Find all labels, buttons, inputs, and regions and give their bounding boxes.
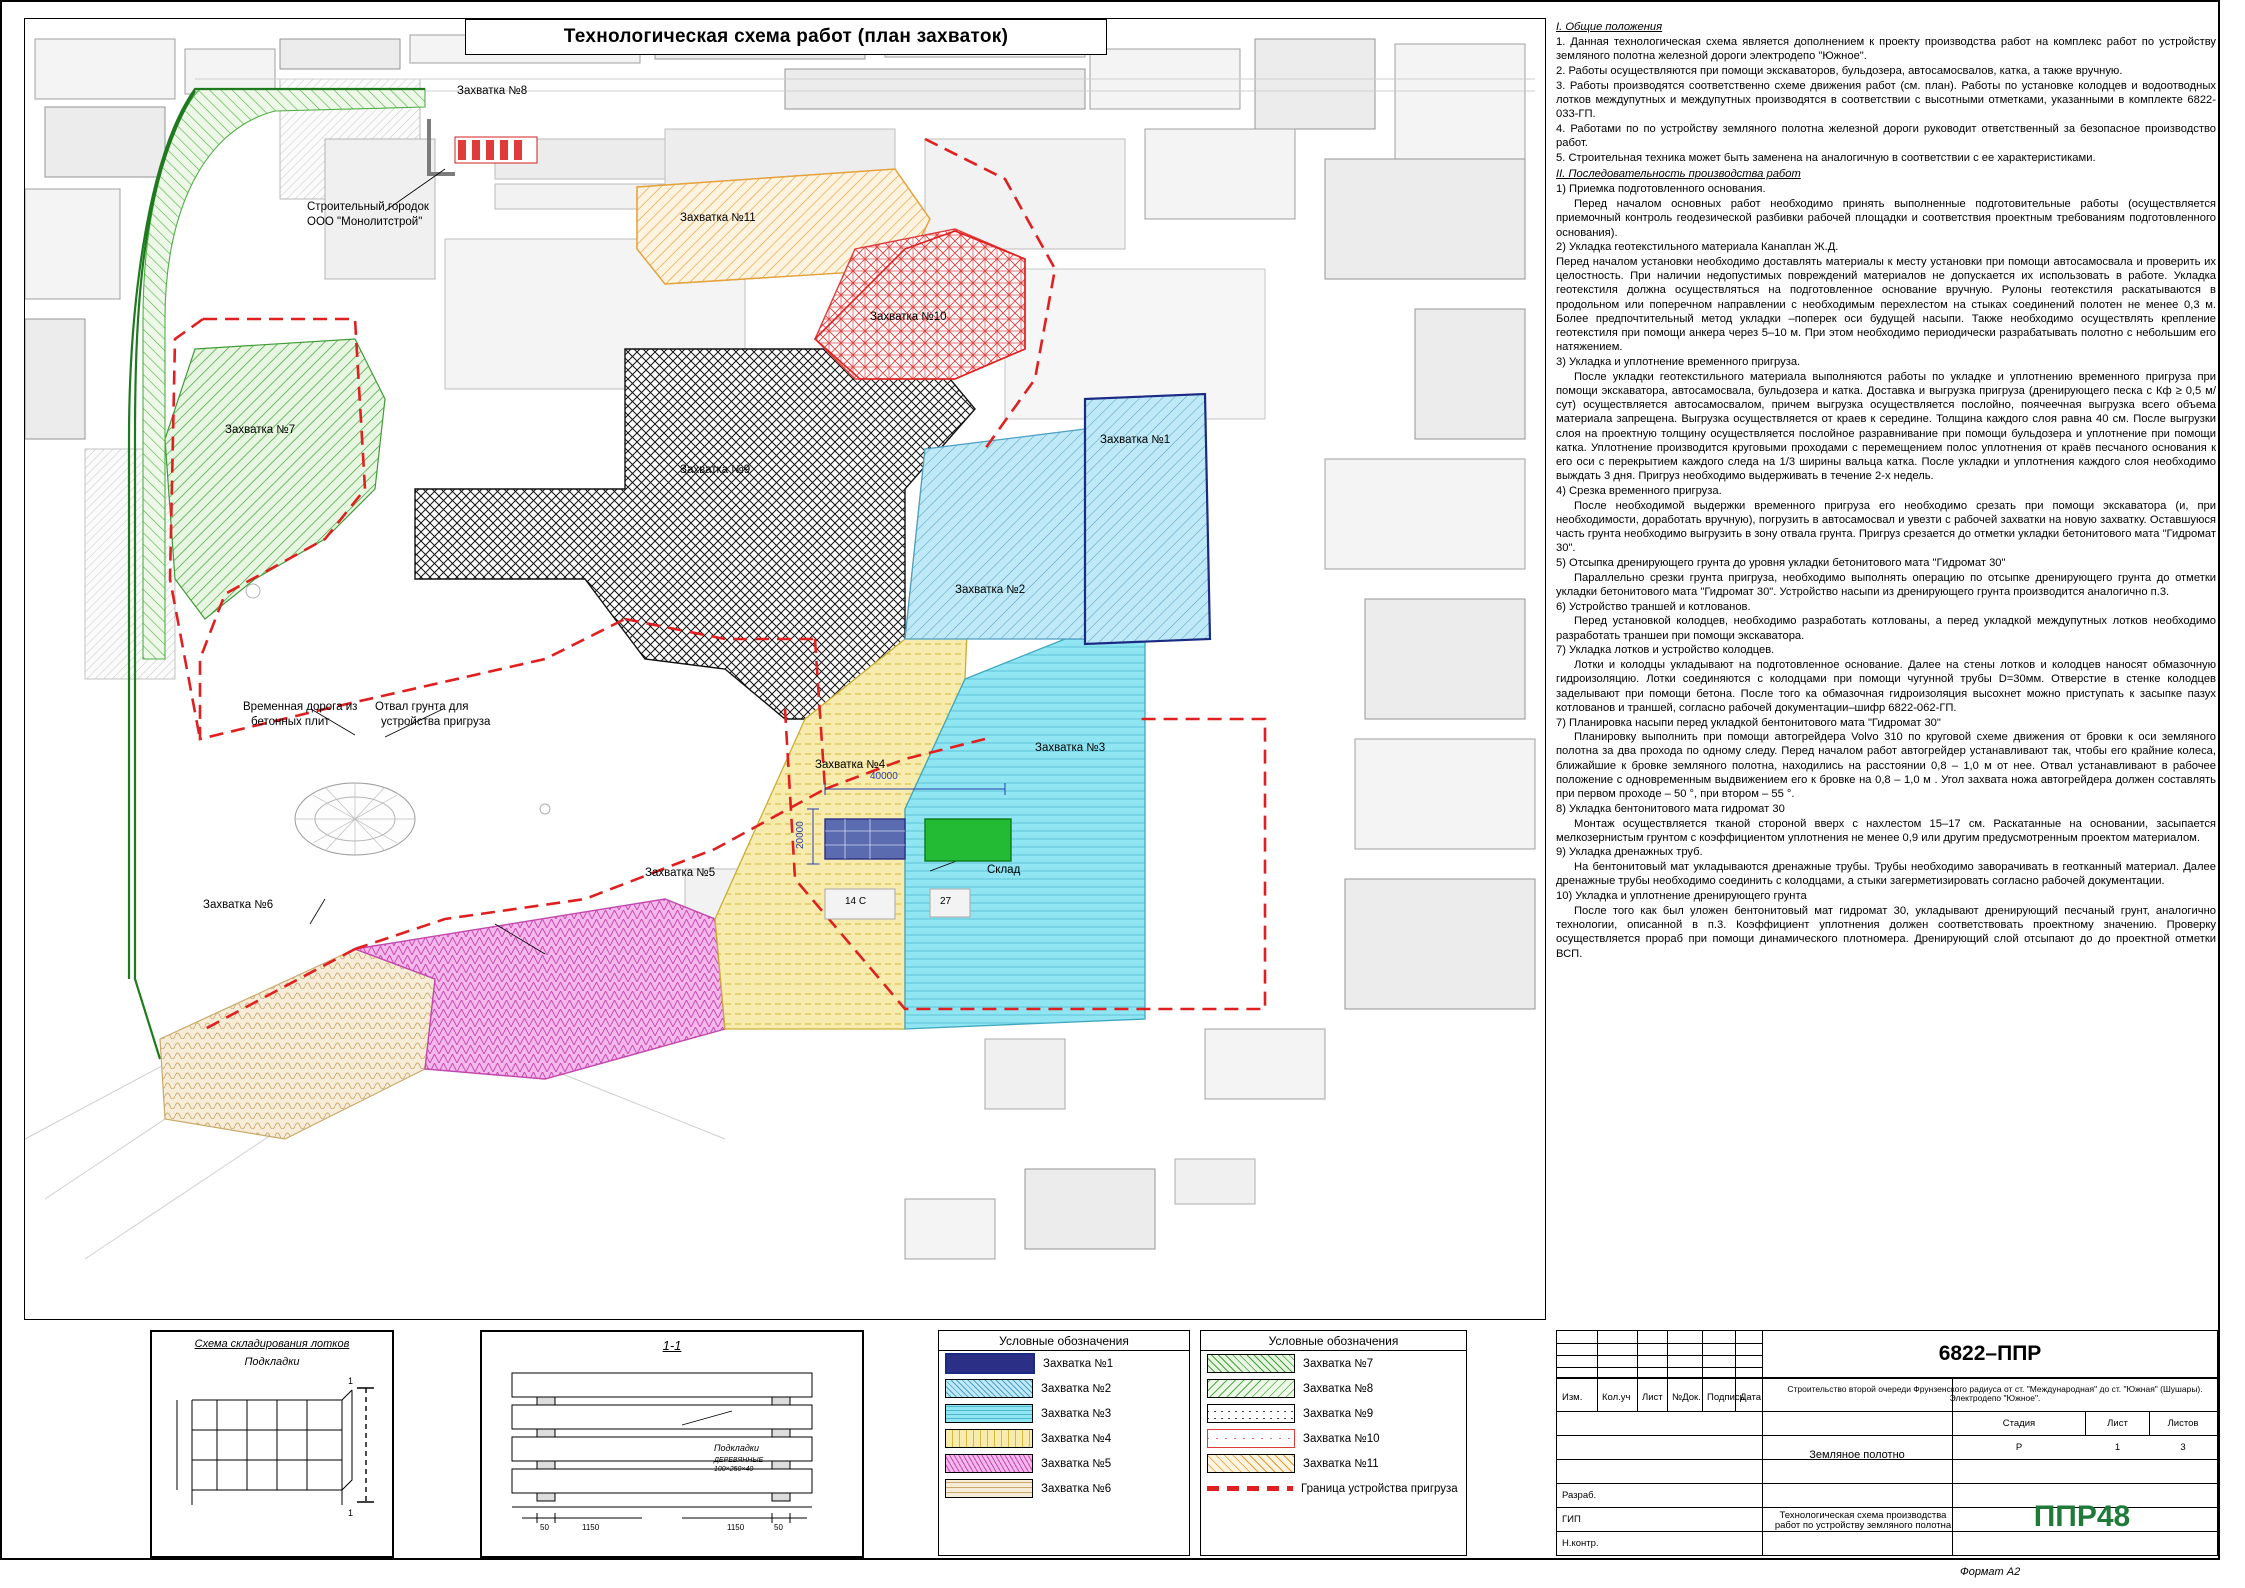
stamp-sheet-title: Технологическая схема производства работ по устройству земляного полотна <box>1774 1509 1952 1531</box>
legend-right <box>1200 1330 1467 1556</box>
legend-row <box>939 1451 1189 1476</box>
site-plan-graphics <box>25 19 1545 1319</box>
zone-label-3: Захватка №3 <box>1035 742 1106 754</box>
note-block-text: Перед установкой колодцев, необходимо разработать котлованы, а перед укладкой междупутных лотков необходимо разработать траншеи при помощи экскаватора. <box>1556 615 2216 642</box>
zone-label-9: Захватка №9 <box>680 464 751 476</box>
legend-row <box>939 1476 1189 1501</box>
legend-swatch-9 <box>1207 1404 1295 1423</box>
legend-swatch-6 <box>945 1479 1033 1498</box>
zone-label-4: Захватка №4 <box>815 759 886 771</box>
detail-tray-storage <box>150 1330 394 1558</box>
note-block-text: После необходимой выдержки временного пригруза его необходимо срезать при помощи экскаватора (и, при необходимости, доработать вручную), погрузить в автосамосвал и увезти с рабочей захватки на новую захватку. Оставшуюся часть грунта необходимо выгрузить в зону отвала грунта. Пригруз срезается до отметки укладки бетонитового мата "Гидромат 30". <box>1556 499 2216 555</box>
legend-label: Захватка №1 <box>1043 1357 1114 1370</box>
dim-width-label: 40000 <box>870 771 898 782</box>
note-block-head: 1) Приемка подготовленного основания. <box>1556 183 1766 196</box>
detail-section-1-1 <box>480 1330 864 1558</box>
legend-label: Граница устройства пригруза <box>1301 1482 1458 1495</box>
note-block-text: После укладки геотекстильного материала выполняются работы по укладке и уплотнению временного пригруза при помощи экскаватора, автосамосвала, бульдозера и катка. Доставка и выгрузка пригруза (дренирующего песка с Кф ≥ 0,5 м/сут) осуществляется автосамосвалом, причем выгрузка осуществляется послойно, поячеечная выгрузка всего объема материала запрещена. Выгрузка осуществляется от краев к середине. Толщина каждого слоя равна 40 см. После выгрузки слоя на проектную толщину осуществляется послойное разравнивание при помощи бульдозера и уплотнение при помощи катка. Уплотнение производится круговыми проходами с перемещением полос уплотнения от краёв песчаного основания к его оси с перекрытием каждого следа на 1/3 ширины вальца катка. После укладки и уплотнения каждого слоя необходимо выждать 3 дня. Пригруз необходимо выдерживать в течение 2-х недель. <box>1556 370 2216 483</box>
legend-swatch-boundary <box>1207 1486 1293 1491</box>
note-block-head: 2) Укладка геотекстильного материала Канаплан Ж.Д. <box>1556 241 1839 254</box>
note-item: 1. Данная технологическая схема является дополнением к проекту производства работ на комплекс работ по устройству земляного полотна железной дороги электродепо "Южное". <box>1556 36 2216 63</box>
detail-left-label-top: Подкладки <box>244 1356 300 1368</box>
svg-text:1150: 1150 <box>727 1523 745 1532</box>
note-block-head: 9) Укладка дренажных труб. <box>1556 846 1703 859</box>
warehouse-label: Склад <box>987 864 1021 876</box>
stamp-col-koluch: Кол.уч <box>1602 1391 1631 1403</box>
legend-row <box>939 1426 1189 1451</box>
stamp-col-data: Дата <box>1740 1391 1762 1403</box>
note-item: 2. Работы осуществляются при помощи экскаваторов, бульдозера, автосамосвалов, катка, а также вручную. <box>1556 65 2123 78</box>
legend-label: Захватка №4 <box>1041 1432 1112 1445</box>
stamp-code: 6822–ППР <box>1938 1342 2042 1366</box>
legend-label: Захватка №10 <box>1303 1432 1380 1445</box>
legend-swatch-7 <box>1207 1354 1295 1373</box>
zone-label-1: Захватка №1 <box>1100 434 1171 446</box>
note-block-text: На бентонитовый мат укладываются дренажные трубы. Трубы необходимо заворачивать в геотканный материал. Далее дренажные трубы необходимо соединить с колодцами, а стыки загерметизировать согласно рабочей документации. <box>1556 861 2216 888</box>
zone-label-2: Захватка №2 <box>955 584 1026 596</box>
note-block-text: После того как был уложен бентонитовый мат гидромат 30, укладывают дренирующий песчаный грунт, аналогично технологии, описанной в п.3. Коэффициент уплотнения должен соответствовать проектному значению. Проверку осуществляется прораб при помощи динамического плотномера. Дренирующий слой отсыпают до до проектной отметки ВСП. <box>1556 904 2216 960</box>
note-block-text: Планировку выполнить при помощи автогрейдера Volvo 310 по круговой схеме движения от бровки к оси земляного полотна за два прохода по одному следу. Перед началом работ автогрейдер устанавливают так, чтобы его крайние колеса, ближайшие к бровке земляного полотна, находились на расстоянии 0,8 – 1,0 м от нее. Отвал устанавливают в рабочее положение с одновременным выдвижением его к бровке на 0,8 – 1,0 м . Угол захвата ножа автогрейдера должен составлять при первом проходе – 50 °, при втором – 55 °. <box>1556 731 2216 801</box>
legend-label: Захватка №3 <box>1041 1407 1112 1420</box>
stamp-col-list: Лист <box>1642 1391 1663 1403</box>
note-item: 4. Работами по по устройству земляного полотна железной дороги руководит ответственный за безопасное производство работ. <box>1556 123 2216 150</box>
note-block-text: Параллельно срезки грунта пригруза, необходимо выполнять операцию по отсыпке дренирующего грунта до отметки укладки бетонитового мата "Гидромат 30". Устройство насыпи из дренирующего грунта производится аналогично п.3. <box>1556 571 2216 599</box>
note-block-text: Перед началом основных работ необходимо принять выполненные подготовительные работы (осуществляется приемочный контроль геодезической разбивки рабочей площадки и соответствия проектным требованиям подготовленного основания). <box>1556 198 2216 239</box>
stamp-col-izm: Изм. <box>1562 1391 1583 1403</box>
legend-swatch-10 <box>1207 1429 1295 1448</box>
legend-row <box>939 1351 1189 1376</box>
note-block-head: 3) Укладка и уплотнение временного пригруза. <box>1556 356 1801 369</box>
title-block <box>1556 1330 2218 1556</box>
stamp-col-podpis: Подпись <box>1707 1391 1745 1403</box>
legend-left <box>938 1330 1190 1556</box>
legend-swatch-1 <box>945 1353 1035 1374</box>
stamp-sheets-head: Листов <box>2167 1417 2199 1429</box>
legend-row <box>939 1376 1189 1401</box>
stamp-list-value: 1 <box>2114 1441 2121 1453</box>
plan-drawing <box>24 18 1546 1320</box>
legend-row <box>939 1401 1189 1426</box>
legend-label: Захватка №9 <box>1303 1407 1374 1420</box>
warehouse-green <box>925 819 1011 861</box>
svg-text:ДЕРЕВЯННЫЕ: ДЕРЕВЯННЫЕ <box>714 1457 764 1464</box>
zone-label-7: Захватка №7 <box>225 424 296 436</box>
note-block-head: 7) Укладка лотков и устройство колодцев. <box>1556 644 1775 657</box>
stamp-company-logo: ППР48 <box>2033 1499 2131 1533</box>
legend-right-title: Условные обозначения <box>1201 1331 1466 1351</box>
stamp-role-nkontr: Н.контр. <box>1562 1537 1599 1549</box>
soil-dump <box>295 783 415 855</box>
notes-column <box>1556 18 2216 1318</box>
dim-height-label: 20000 <box>795 821 806 849</box>
construction-town-label: Строительный городок <box>307 201 429 213</box>
temp-road-label2: бетонных плит <box>251 716 330 728</box>
stamp-role-razrab: Разраб. <box>1562 1489 1597 1501</box>
note-block-head: 7) Планировка насыпи перед укладкой бентонитового мата "Гидромат 30" <box>1556 716 1941 729</box>
note-item: 3. Работы производятся соответственно схеме движения работ (см. план). Работы по установке колодцев и водоотводных лотков междупутных и междупутных производятся в соответствии с высотными отметками, указанными в комплекте 6822-033-ГП. <box>1556 79 2216 121</box>
stamp-stage-head: Стадия <box>2002 1417 2036 1429</box>
stamp-part: Земляное полотно <box>1809 1448 1905 1461</box>
legend-swatch-3 <box>945 1404 1033 1423</box>
object-27-label: 27 <box>940 896 952 907</box>
zone-label-6: Захватка №6 <box>203 899 274 911</box>
object-14s-label: 14 С <box>845 896 867 907</box>
detail-left-title: Схема складирования лотков <box>194 1338 350 1350</box>
legend-row <box>1201 1451 1466 1476</box>
note-block-text: Перед началом установки необходимо доставлять материалы к месту установки при помощи автосамосвала и проверить их целостность. При наличии недопустимых повреждений материалов не допускается их использовать в работе. Укладка геотекстиля должна осуществляться на подготовленное основание вручную. Рулоны геотекстиля раскатываются в продольном или поперечном направлении с необходимым перехлестом на стыках соединений полотен не менее 0,3 м. Более предпочтительный метод укладки –поперек оси будущей насыпи. Также необходимо осуществлять крепление геотекстиля при помощи анкера через 5–10 м. При этом необходимо периодически разрабатывать полотно с небольшим его натяжением. <box>1556 256 2216 354</box>
stamp-role-gip: ГИП <box>1562 1513 1581 1525</box>
temp-road-label: Временная дорога из <box>243 701 358 713</box>
warehouse-blue <box>825 819 905 859</box>
stamp-list-head: Лист <box>2107 1417 2128 1429</box>
legend-label: Захватка №8 <box>1303 1382 1374 1395</box>
svg-text:Подкладки: Подкладки <box>714 1443 760 1453</box>
legend-label: Захватка №11 <box>1303 1457 1379 1470</box>
note-block-head: 6) Устройство траншей и котлованов. <box>1556 600 1751 613</box>
svg-text:50: 50 <box>774 1523 783 1532</box>
svg-text:1: 1 <box>348 1508 354 1518</box>
legend-label: Захватка №7 <box>1303 1357 1374 1370</box>
svg-text:100×250×40: 100×250×40 <box>714 1466 754 1473</box>
note-block-text: Лотки и колодцы укладывают на подготовленное основание. Далее на стены лотков и колодцев наносят обмазочную гидроизоляцию. Лотки соединяются с колодцами при помощи чугунной трубы D=30мм. Отверстие в стенке колодцев заделывают при помощи бетона. После того ка обмазочная гидроизоляция высохнет можно приступать к засыпке пазух котлованов и траншей, согласно рабочей документации–шифр 6822-062-ГП. <box>1556 659 2216 714</box>
svg-text:1150: 1150 <box>582 1523 600 1532</box>
legend-row <box>1201 1476 1466 1501</box>
page-title-text: Технологическая схема работ (план захваток) <box>563 26 1009 47</box>
page-title <box>465 19 1107 55</box>
sheet-format: Формат А2 <box>1960 1566 2021 1578</box>
zone-label-11: Захватка №11 <box>680 212 756 224</box>
legend-label: Захватка №2 <box>1041 1382 1112 1395</box>
zone-label-10: Захватка №10 <box>870 311 947 323</box>
legend-label: Захватка №5 <box>1041 1457 1112 1470</box>
note-item: 5. Строительная техника может быть заменена на аналогичную в соответствии с ее характеристиками. <box>1556 151 2096 164</box>
notes-section-1-title: I. Общие положения <box>1556 21 1663 33</box>
zone-label-8: Захватка №8 <box>457 85 528 97</box>
legend-swatch-8 <box>1207 1379 1295 1398</box>
legend-swatch-4 <box>945 1429 1033 1448</box>
notes-section-2-title: II. Последовательность производства работ <box>1556 168 1801 181</box>
zone-1-area <box>1085 394 1210 644</box>
construction-town-company: ООО "Монолитстрой" <box>307 216 423 228</box>
note-block-head: 5) Отсыпка дренирующего грунта до уровня укладки бетонитового мата "Гидромат 30" <box>1556 557 2006 570</box>
legend-row <box>1201 1376 1466 1401</box>
note-block-head: 10) Укладка и уплотнение дренирующего грунта <box>1556 890 1807 903</box>
note-block-head: 4) Срезка временного пригруза. <box>1556 485 1722 497</box>
legend-swatch-2 <box>945 1379 1033 1398</box>
stamp-object: Строительство второй очереди Фрунзенского радиуса от ст. "Международная" до ст. "Южная" (Шушары). Электродепо "Южное". <box>1787 1383 2203 1403</box>
soil-dump-label2: устройства пригруза <box>381 716 491 728</box>
detail-right-title: 1-1 <box>662 1338 682 1353</box>
stamp-stage-value: Р <box>2015 1441 2023 1453</box>
legend-label: Захватка №6 <box>1041 1482 1112 1495</box>
stamp-col-doc: №Док. <box>1672 1391 1701 1403</box>
stamp-sheets-value: 3 <box>2180 1441 2186 1453</box>
svg-text:50: 50 <box>540 1523 549 1532</box>
zone-2-area <box>905 429 1085 639</box>
note-block-text: Монтаж осуществляется тканой стороной вверх с нахлестом 15–17 см. Раскатанные на основании, засыпается мелкозернистым грунтом с коэффициентом уплотнения не менее 0,9 или другим предусмотренным проектом материалом. <box>1556 817 2216 844</box>
legend-swatch-11 <box>1207 1454 1295 1473</box>
legend-left-title: Условные обозначения <box>939 1331 1189 1351</box>
svg-text:1: 1 <box>348 1376 354 1386</box>
legend-swatch-5 <box>945 1454 1033 1473</box>
soil-dump-label: Отвал грунта для <box>375 701 469 713</box>
legend-row <box>1201 1426 1466 1451</box>
zone-label-5: Захватка №5 <box>645 867 716 879</box>
note-block-head: 8) Укладка бентонитового мата гидромат 30 <box>1556 802 1785 815</box>
legend-row <box>1201 1351 1466 1376</box>
legend-row <box>1201 1401 1466 1426</box>
